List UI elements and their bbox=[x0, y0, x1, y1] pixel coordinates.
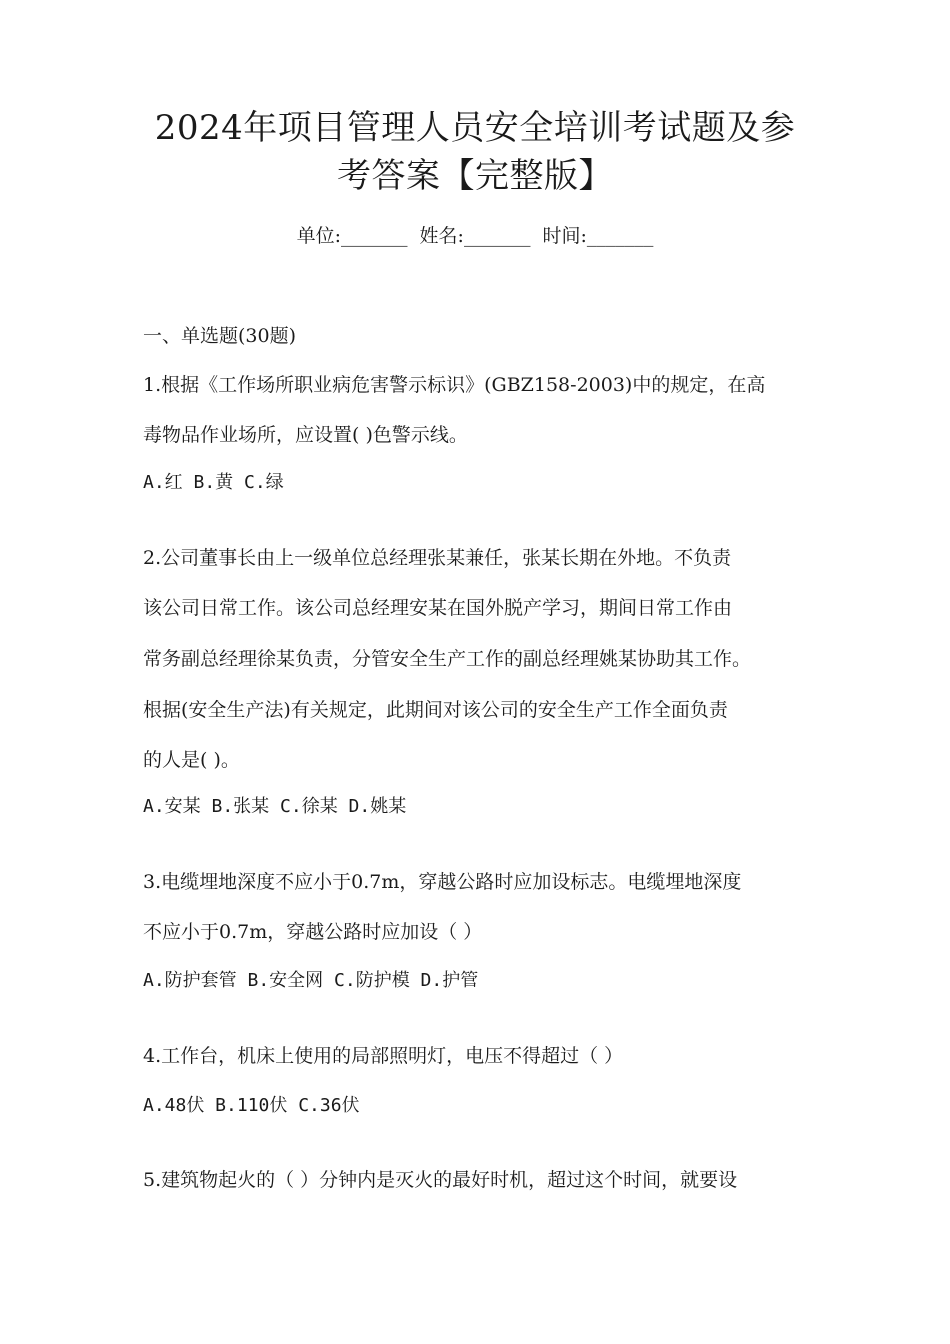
question-4-options: A.48伏 B.110伏 C.36伏 bbox=[143, 1095, 360, 1116]
question-4-line-1: 4.工作台，机床上使用的局部照明灯，电压不得超过（ ） bbox=[143, 1045, 624, 1067]
question-3-line-2: 不应小于0.7m，穿越公路时应加设（ ） bbox=[143, 921, 483, 943]
question-3-options: A.防护套管 B.安全网 C.防护模 D.护管 bbox=[143, 970, 479, 991]
question-3-line-1: 3.电缆埋地深度不应小于0.7m，穿越公路时应加设标志。电缆埋地深度 bbox=[143, 871, 742, 893]
name-field: 姓名:_______ bbox=[419, 225, 531, 247]
document-title-line-2: 考答案【完整版】 bbox=[337, 156, 613, 196]
question-2-line-3: 常务副总经理徐某负责，分管安全生产工作的副总经理姚某协助其工作。 bbox=[143, 648, 752, 670]
unit-field: 单位:_______ bbox=[296, 225, 408, 247]
question-2-line-1: 2.公司董事长由上一级单位总经理张某兼任，张某长期在外地。不负责 bbox=[143, 547, 732, 569]
question-2-line-2: 该公司日常工作。该公司总经理安某在国外脱产学习，期间日常工作由 bbox=[143, 597, 733, 619]
header-fields bbox=[0, 222, 950, 250]
question-1-line-1: 1.根据《工作场所职业病危害警示标识》(GBZ158-2003)中的规定，在高 bbox=[143, 374, 766, 396]
question-1-line-2: 毒物品作业场所，应设置( )色警示线。 bbox=[143, 424, 468, 446]
question-5-line-1: 5.建筑物起火的（ ）分钟内是灭火的最好时机，超过这个时间，就要设 bbox=[143, 1169, 738, 1191]
question-1-options: A.红 B.黄 C.绿 bbox=[143, 472, 284, 493]
document-title-line-1: 2024年项目管理人员安全培训考试题及参 bbox=[154, 108, 796, 148]
section-heading: 一、单选题(30题) bbox=[143, 325, 297, 347]
question-2-options: A.安某 B.张某 C.徐某 D.姚某 bbox=[143, 796, 407, 817]
question-2-line-5: 的人是( )。 bbox=[143, 749, 240, 771]
question-2-line-4: 根据(安全生产法)有关规定，此期间对该公司的安全生产工作全面负责 bbox=[143, 699, 728, 721]
time-field: 时间:_______ bbox=[542, 225, 654, 247]
